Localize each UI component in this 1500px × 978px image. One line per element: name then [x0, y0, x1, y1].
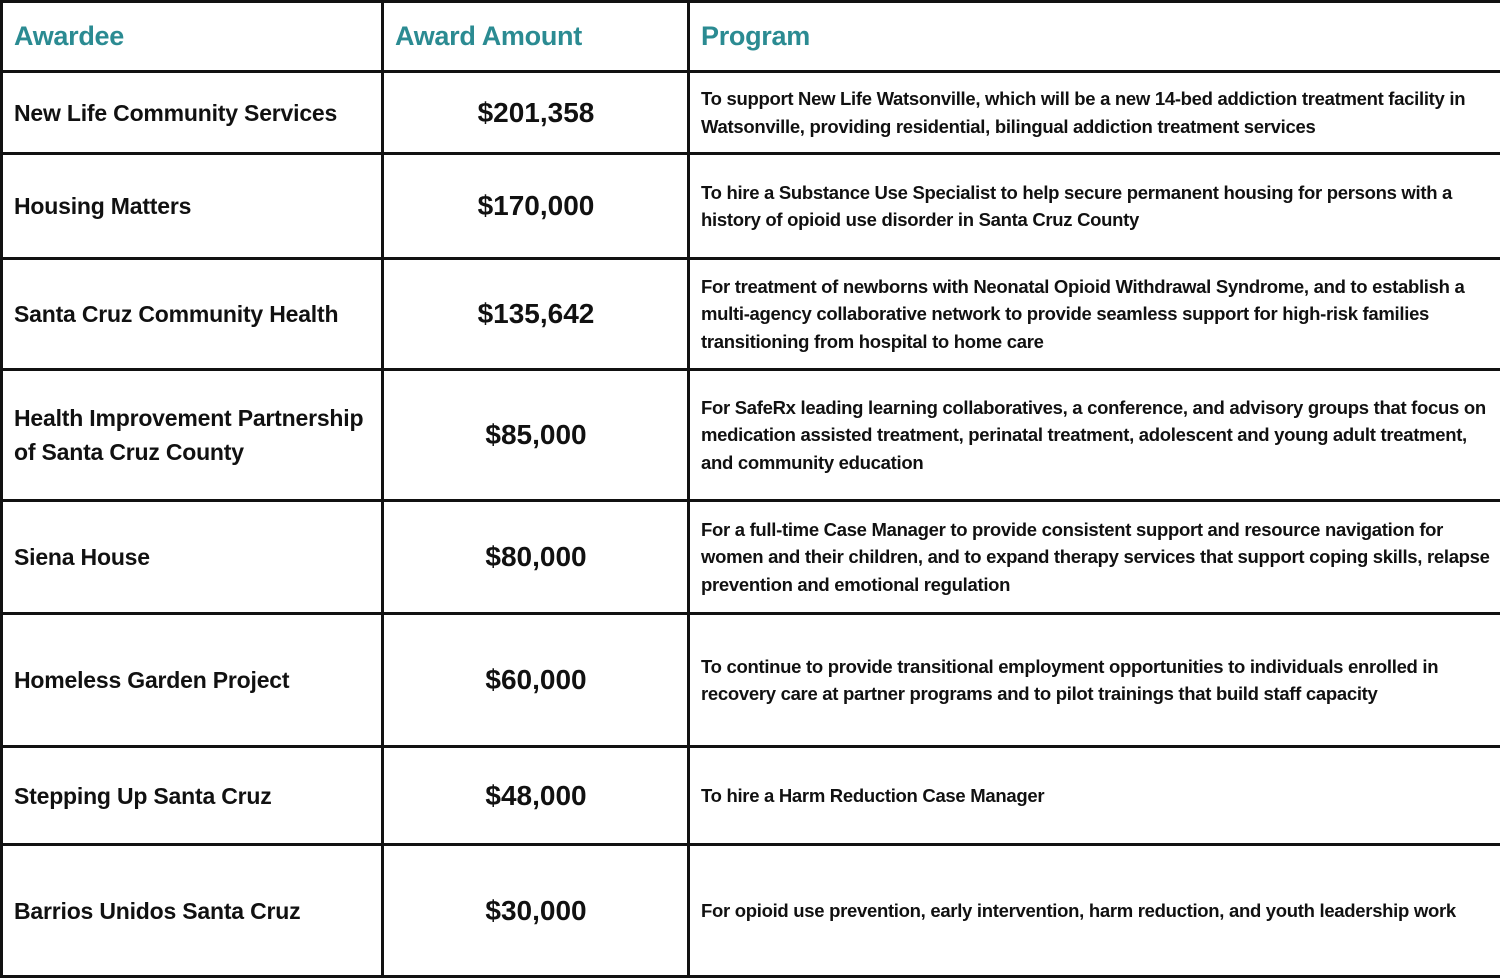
table-row [2, 501, 1500, 614]
header-row [2, 2, 1500, 72]
table-row [2, 259, 1500, 370]
header-award-amount: Award Amount [383, 2, 689, 72]
awardee-cell: New Life Community Services [2, 72, 383, 154]
table-row [2, 370, 1500, 501]
program-cell: For a full-time Case Manager to provide consistent support and resource navigation for women and their children, and to expand therapy services that support coping skills, relapse prevention and emotional regulation [689, 501, 1500, 614]
table-row [2, 154, 1500, 259]
program-cell: To support New Life Watsonville, which will be a new 14-bed addiction treatment facility in Watsonville, providing residential, bilingual addiction treatment services [689, 72, 1500, 154]
amount-cell: $60,000 [383, 614, 689, 747]
amount-cell: $80,000 [383, 501, 689, 614]
program-cell: For opioid use prevention, early intervention, harm reduction, and youth leadership work [689, 845, 1500, 977]
program-cell: To hire a Harm Reduction Case Manager [689, 747, 1500, 845]
program-cell: For treatment of newborns with Neonatal Opioid Withdrawal Syndrome, and to establish a multi-agency collaborative network to provide seamless support for high-risk families transitioning from hospital to home care [689, 259, 1500, 370]
amount-cell: $30,000 [383, 845, 689, 977]
table-row [2, 747, 1500, 845]
amount-cell: $85,000 [383, 370, 689, 501]
awardee-cell: Stepping Up Santa Cruz [2, 747, 383, 845]
header-program: Program [689, 2, 1500, 72]
awardee-cell: Housing Matters [2, 154, 383, 259]
program-cell: To hire a Substance Use Specialist to help secure permanent housing for persons with a history of opioid use disorder in Santa Cruz County [689, 154, 1500, 259]
table-row [2, 72, 1500, 154]
awardee-cell: Siena House [2, 501, 383, 614]
program-cell: To continue to provide transitional employment opportunities to individuals enrolled in recovery care at partner programs and to pilot trainings that build staff capacity [689, 614, 1500, 747]
table-row [2, 845, 1500, 977]
amount-cell: $135,642 [383, 259, 689, 370]
awardee-cell: Homeless Garden Project [2, 614, 383, 747]
header-awardee: Awardee [2, 2, 383, 72]
awardee-cell: Santa Cruz Community Health [2, 259, 383, 370]
program-cell: For SafeRx leading learning collaboratives, a conference, and advisory groups that focus on medication assisted treatment, perinatal treatment, adolescent and young adult treatment, and community education [689, 370, 1500, 501]
table-row [2, 614, 1500, 747]
awardee-cell: Barrios Unidos Santa Cruz [2, 845, 383, 977]
amount-cell: $201,358 [383, 72, 689, 154]
amount-cell: $170,000 [383, 154, 689, 259]
awardee-cell: Health Improvement Partnership of Santa Cruz County [2, 370, 383, 501]
amount-cell: $48,000 [383, 747, 689, 845]
